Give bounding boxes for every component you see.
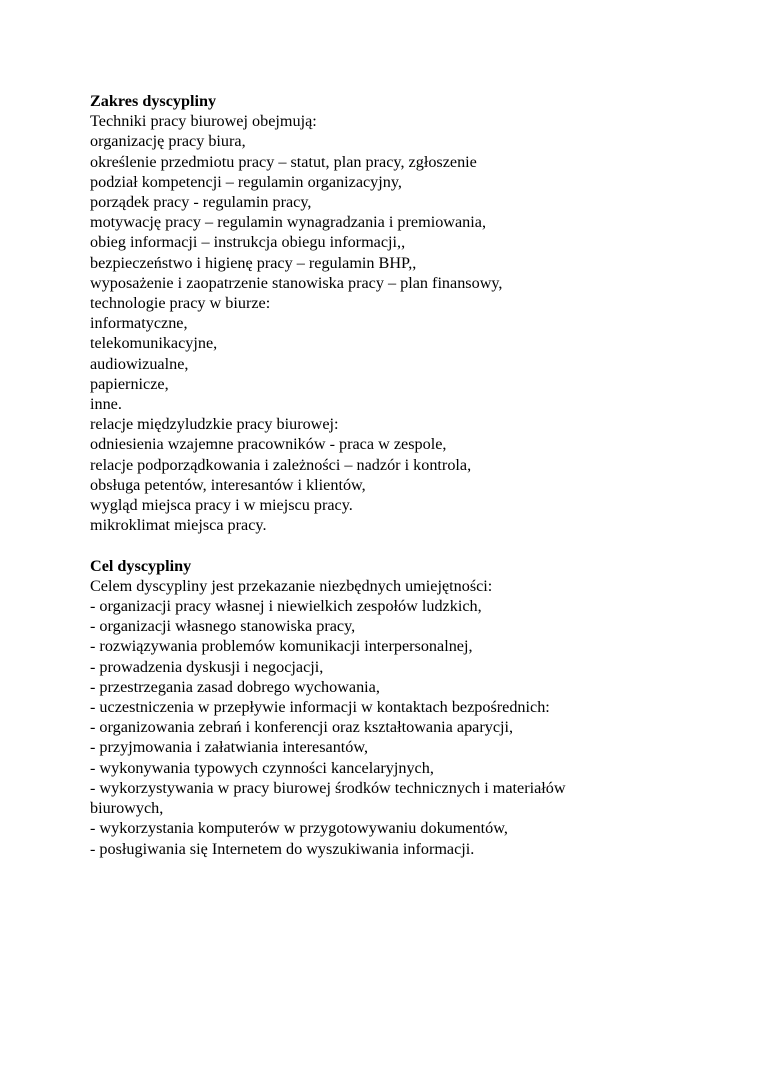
text-line: obsługa petentów, interesantów i klientów, [90, 475, 366, 494]
text-line: - przyjmowania i załatwiania interesantów, [90, 738, 369, 757]
text-line: odniesienia wzajemne pracowników - praca w zespole, [90, 435, 447, 454]
text-line: - wykonywania typowych czynności kancelaryjnych, [90, 758, 434, 777]
text-line: mikroklimat miejsca pracy. [90, 516, 267, 535]
text-line: audiowizualne, [90, 354, 189, 373]
text-line: - organizacji własnego stanowiska pracy, [90, 617, 356, 636]
section-title-goal: Cel dyscypliny [90, 556, 192, 575]
text-line: organizację pracy biura, [90, 132, 246, 151]
section-scope-body [90, 111, 730, 535]
text-line: telekomunikacyjne, [90, 334, 218, 353]
text-line: relacje podporządkowania i zależności – nadzór i kontrola, [90, 455, 472, 474]
text-line: - organizacji pracy własnej i niewielkich zespołów ludzkich, [90, 597, 482, 616]
section-goal [90, 556, 730, 859]
section-title-scope: Zakres dyscypliny [90, 92, 217, 110]
text-line: Celem dyscypliny jest przekazanie niezbędnych umiejętności: [90, 576, 493, 595]
text-line: porządek pracy - regulamin pracy, [90, 193, 312, 212]
text-line: inne. [90, 395, 122, 414]
document-page [90, 91, 730, 859]
text-line: biurowych, [90, 799, 164, 818]
text-line: - organizowania zebrań i konferencji oraz kształtowania aparycji, [90, 718, 514, 737]
text-line: - uczestniczenia w przepływie informacji w kontaktach bezpośrednich: [90, 698, 550, 717]
text-line: Techniki pracy biurowej obejmują: [90, 112, 317, 131]
text-line: podział kompetencji – regulamin organizacyjny, [90, 172, 402, 191]
text-line: wygląd miejsca pracy i w miejscu pracy. [90, 496, 353, 515]
text-line: technologie pracy w biurze: [90, 294, 271, 313]
text-line: informatyczne, [90, 314, 188, 333]
text-line: obieg informacji – instrukcja obiegu informacji,, [90, 233, 406, 252]
text-line: - rozwiązywania problemów komunikacji interpersonalnej, [90, 637, 473, 656]
text-line: określenie przedmiotu pracy – statut, plan pracy, zgłoszenie [90, 152, 477, 171]
text-line: - prowadzenia dyskusji i negocjacji, [90, 657, 324, 676]
text-line: - przestrzegania zasad dobrego wychowania, [90, 677, 380, 696]
text-line: bezpieczeństwo i higienę pracy – regulamin BHP,, [90, 253, 417, 272]
text-line: - wykorzystania komputerów w przygotowywaniu dokumentów, [90, 819, 508, 838]
section-gap [90, 535, 730, 555]
text-line: relacje międzyludzkie pracy biurowej: [90, 415, 339, 434]
text-line: - wykorzystywania w pracy biurowej środków technicznych i materiałów [90, 778, 566, 797]
section-goal-body [90, 576, 730, 859]
text-line: - posługiwania się Internetem do wyszukiwania informacji. [90, 839, 475, 858]
text-line: motywację pracy – regulamin wynagradzania i premiowania, [90, 213, 486, 232]
text-line: wyposażenie i zaopatrzenie stanowiska pracy – plan finansowy, [90, 273, 503, 292]
text-line: papiernicze, [90, 374, 169, 393]
section-scope [90, 91, 730, 535]
